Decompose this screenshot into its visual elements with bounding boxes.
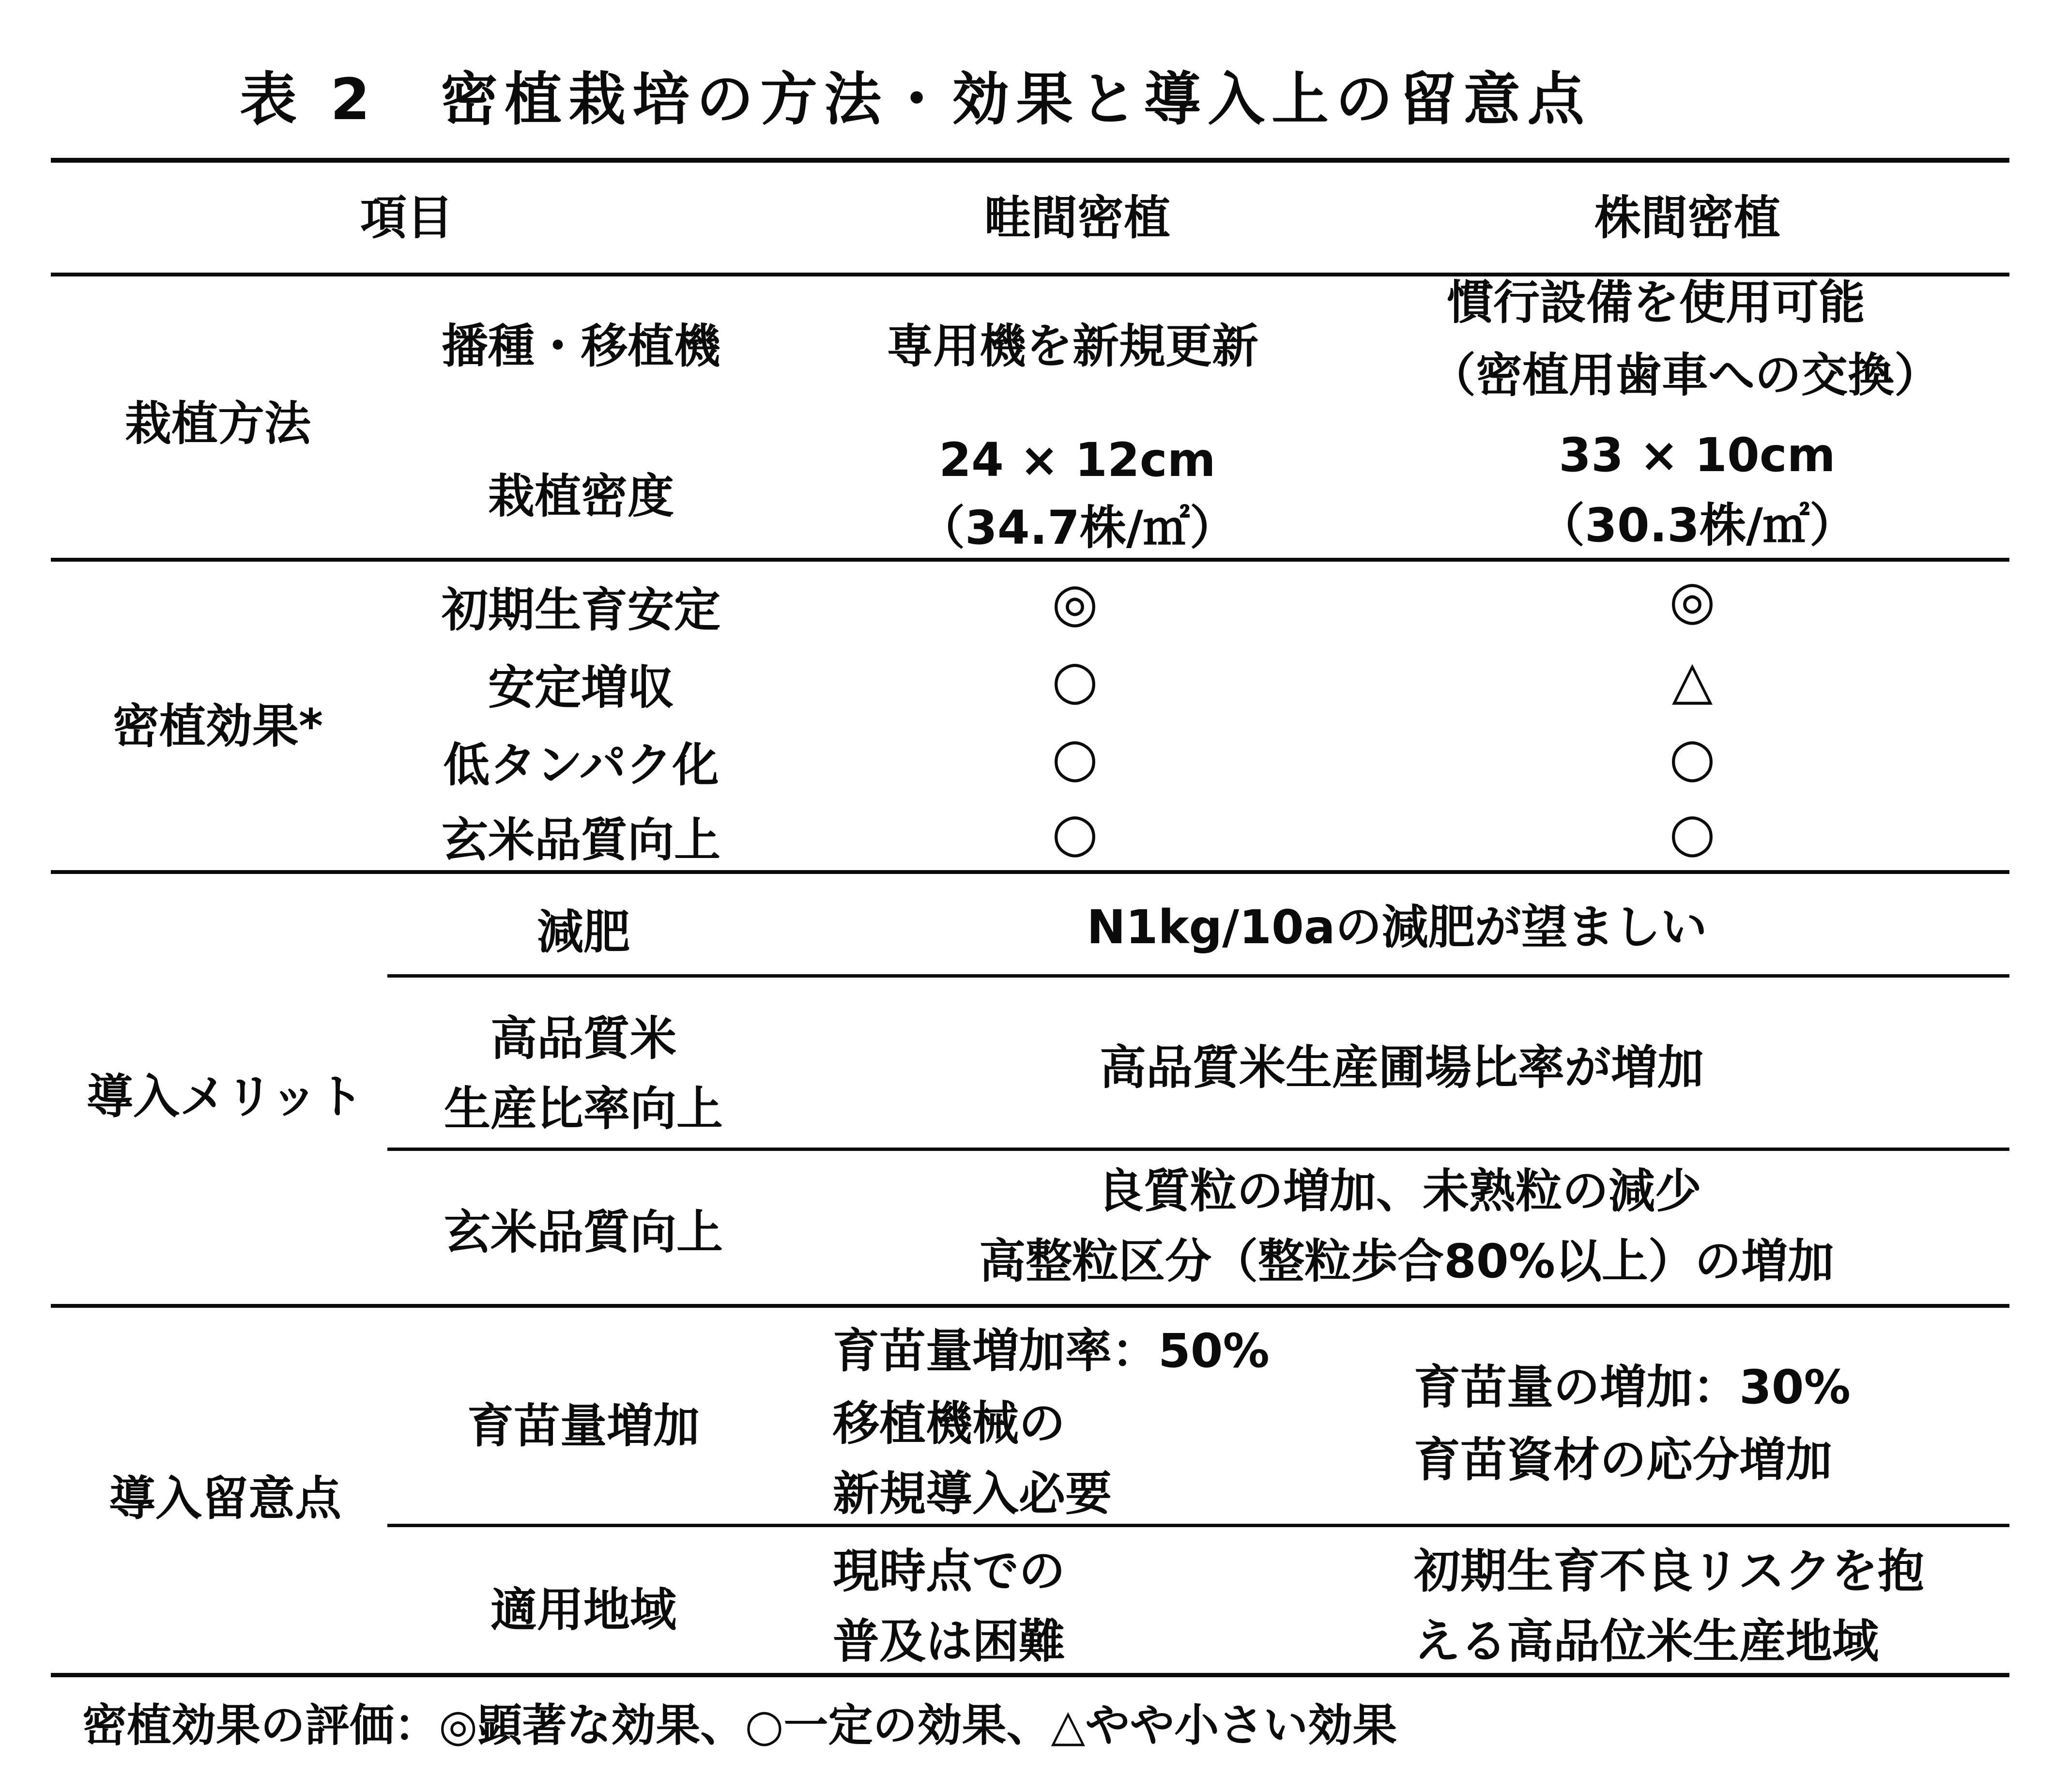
caution-seedling-col2-line1: 育苗量の増加：30% (1414, 1360, 1851, 1414)
effect-label-grain-quality: 玄米品質向上 (442, 813, 720, 867)
caution-label-seedling: 育苗量増加 (467, 1399, 700, 1453)
cell-density-col1-line2: （34.7株/㎡） (919, 501, 1236, 555)
merit-label-quality-ratio-line1: 高品質米 (490, 1011, 676, 1066)
caution-seedling-col1-line1: 育苗量増加率：50% (833, 1324, 1270, 1378)
effect-label-initial-growth: 初期生育安定 (442, 583, 720, 637)
effect-stable-yield-col1: ○ (1052, 649, 1098, 711)
effect-low-protein-col2: ○ (1669, 726, 1716, 788)
merit-fertilizer-value: N1kg/10aの減肥が望ましい (1087, 900, 1707, 954)
effect-grain-quality-col2: ○ (1669, 801, 1716, 863)
caution-label-region: 適用地域 (490, 1583, 676, 1637)
group-planting: 栽植方法 (125, 397, 311, 451)
merit-grain-quality-value-line2: 高整粒区分（整粒歩合80%以上）の増加 (979, 1234, 1834, 1288)
cell-density-col1-line1: 24 × 12cm (939, 433, 1216, 487)
header-col2: 株間密植 (1594, 191, 1780, 245)
rule-cautions-inner (387, 1524, 2009, 1527)
group-effects: 密植効果* (112, 699, 323, 753)
merit-quality-ratio-value: 高品質米生産圃場比率が増加 (1100, 1041, 1704, 1095)
footnote: 密植効果の評価：◎顕著な効果、○一定の効果、△やや小さい効果 (82, 1700, 1397, 1751)
caution-seedling-col2-line2: 育苗資材の応分増加 (1414, 1433, 1832, 1487)
merit-label-fertilizer: 減肥 (537, 905, 630, 959)
cell-machine-col2-line1: 慣行設備を使用可能 (1447, 276, 1865, 330)
cell-density-col2-line2: （30.3株/㎡） (1538, 498, 1856, 552)
merit-grain-quality-value-line1: 良質粒の増加、未熟粒の減少 (1097, 1164, 1701, 1218)
table-title: 表 2 密植栽培の方法・効果と導入上の留意点 (240, 66, 1592, 133)
rule-merits-inner-2 (387, 1148, 2009, 1151)
row-label-density: 栽植密度 (488, 469, 674, 523)
rule-merits-bottom (51, 1304, 2009, 1308)
cell-machine-col2-line2: （密植用歯車への交換） (1429, 348, 1941, 402)
merit-label-quality-ratio-line2: 生産比率向上 (444, 1082, 723, 1136)
effect-grain-quality-col1: ○ (1052, 801, 1098, 863)
effect-label-low-protein: 低タンパク化 (443, 738, 719, 792)
effect-initial-growth-col1: ◎ (1052, 571, 1098, 633)
caution-region-col2-line2: える高品位米生産地域 (1414, 1614, 1879, 1669)
cell-machine-col1: 専用機を新規更新 (887, 319, 1258, 373)
effect-label-stable-yield: 安定増収 (488, 660, 674, 715)
caution-seedling-col1-line3: 新規導入必要 (833, 1467, 1112, 1521)
caution-region-col1-line2: 普及は困難 (833, 1614, 1065, 1669)
rule-top (51, 158, 2009, 163)
header-col1: 畦間密植 (984, 191, 1170, 245)
caution-seedling-col1-line2: 移植機械の (833, 1396, 1065, 1451)
header-item: 項目 (360, 191, 453, 245)
row-label-machine: 播種・移植機 (442, 319, 720, 373)
effect-initial-growth-col2: ◎ (1669, 569, 1716, 631)
effect-low-protein-col1: ○ (1052, 726, 1098, 788)
merit-label-grain-quality: 玄米品質向上 (444, 1205, 723, 1259)
group-merits: 導入メリット (86, 1070, 364, 1124)
rule-effects-bottom (51, 870, 2009, 874)
group-cautions: 導入留意点 (109, 1471, 341, 1526)
caution-region-col1-line1: 現時点での (833, 1544, 1065, 1598)
rule-merits-inner-1 (387, 974, 2009, 978)
caution-region-col2-line1: 初期生育不良リスクを抱 (1414, 1544, 1925, 1598)
cell-density-col2-line1: 33 × 10cm (1559, 428, 1836, 482)
effect-stable-yield-col2: △ (1671, 649, 1713, 711)
